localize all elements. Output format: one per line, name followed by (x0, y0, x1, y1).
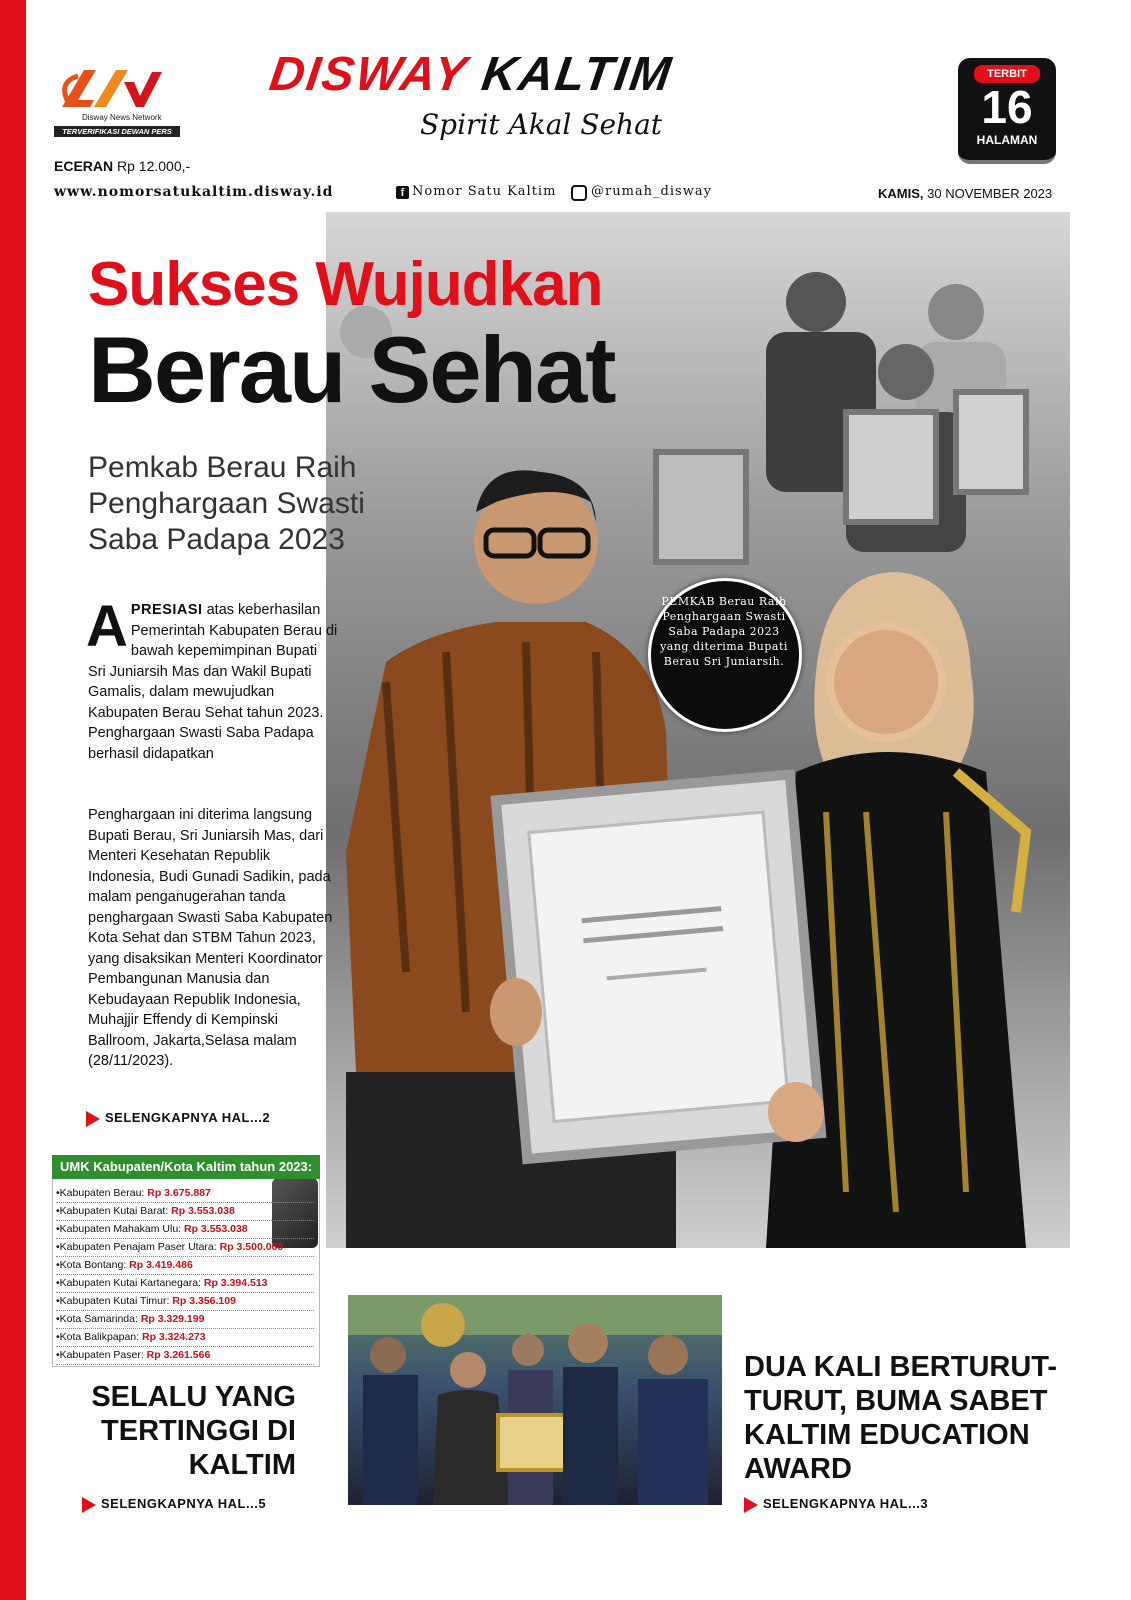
umk-region: •Kabupaten Kutai Barat: (56, 1205, 172, 1217)
umk-region: •Kabupaten Penajam Paser Utara: (56, 1241, 220, 1253)
continue-label-second: SELENGKAPNYA HAL...3 (763, 1496, 929, 1511)
price-label: ECERAN (54, 158, 114, 174)
umk-row (56, 1329, 314, 1347)
umk-region: •Kabupaten Mahakam Ulu: (56, 1223, 184, 1235)
badge-halaman: HALAMAN (976, 133, 1038, 147)
umk-value: Rp 3.329.199 (140, 1313, 205, 1325)
instagram-handle: @rumah_disway (591, 184, 712, 199)
tagline: Spirit Akal Sehat (420, 108, 663, 141)
umk-headline: SELALU YANG TERTINGGI DI KALTIM (91, 1381, 296, 1481)
headline-red: Sukses Wujudkan (88, 250, 603, 319)
continue-link-main[interactable] (86, 1110, 270, 1127)
umk-row (56, 1239, 314, 1257)
issue-date (878, 186, 1052, 201)
umk-list (56, 1185, 314, 1365)
price (54, 158, 190, 174)
umk-title: UMK Kabupaten/Kota Kaltim tahun 2023: (52, 1155, 320, 1179)
headline-main: Berau Sehat (88, 317, 615, 422)
brand-dark: KALTIM (478, 48, 676, 101)
continue-link-second[interactable] (744, 1496, 928, 1513)
facebook-handle: Nomor Satu Kaltim (412, 184, 557, 199)
badge-terbit: TERBIT (974, 65, 1040, 83)
umk-row (56, 1257, 314, 1275)
drop-cap: A (86, 594, 128, 659)
umk-value: Rp 3.324.273 (141, 1331, 206, 1343)
umk-row (56, 1275, 314, 1293)
umk-value: Rp 3.500.000 (219, 1241, 284, 1253)
paragraph-1-text: atas keberhasilan Pemerintah Kabupaten Berau di bawah kepemimpinan Bupati Sri Juniarsih Mas dan Wakil Bupati Gamalis, dalam mewujudkan Kabupaten Berau Sehat tahun 2023. Penghargaan Swasti Saba Padapa berhasil didapatkan (88, 602, 338, 762)
second-headline: DUA KALI BERTURUT-TURUT, BUMA SABET KALTIM EDUCATION AWARD (744, 1351, 1058, 1485)
continue-label-main: SELENGKAPNYA HAL...2 (105, 1110, 271, 1125)
umk-value: Rp 3.261.566 (146, 1349, 211, 1361)
photo-caption: PEMKAB Berau Raih Penghargaan Swasti Saba Padapa 2023 yang diterima Bupati Berau Sri Juniarsih. (660, 595, 788, 668)
issue-day: KAMIS, (878, 186, 924, 201)
umk-value: Rp 3.553.038 (184, 1223, 248, 1235)
umk-region: •Kabupaten Kutai Timur: (56, 1295, 173, 1307)
umk-row (56, 1311, 314, 1329)
article-paragraph-2: Penghargaan ini diterima langsung Bupati Berau, Sri Juniarsih Mas, dari Menteri Kesehatan Republik Indonesia, Budi Gunadi Sadikin, pada malam penganugerahan tanda penghargaan Swasti Saba Kabupaten Kota Sehat dan STBM Tahun 2023, yang disaksikan Menteri Koordinator Pembangunan Manusia dan Kebudayaan Republik Indonesia, Muhajjir Effendy di Kempinski Ballroom, Jakarta,Selasa malam (28/11/2023). (88, 807, 333, 1069)
left-accent-bar (0, 0, 26, 1600)
lead-word: PRESIASI (130, 602, 203, 618)
umk-value: Rp 3.675.887 (147, 1187, 211, 1199)
issue-date-text: 30 NOVEMBER 2023 (927, 186, 1053, 201)
umk-region: •Kota Balikpapan: (56, 1331, 142, 1343)
article-paragraph-1 (86, 594, 338, 764)
umk-value: Rp 3.419.486 (129, 1259, 193, 1271)
brand-title (266, 50, 675, 100)
umk-row (56, 1293, 314, 1311)
umk-row (56, 1347, 314, 1365)
arrow-icon (744, 1497, 758, 1513)
logo-network-text: Disway News Network (82, 113, 162, 122)
website-link[interactable]: www.nomorsatukaltim.disway.id (54, 184, 334, 200)
facebook-link[interactable] (396, 184, 556, 199)
facebook-icon: f (396, 186, 409, 199)
continue-link-umk[interactable] (82, 1496, 266, 1513)
logo-verified-text: TERVERIFIKASI DEWAN PERS (54, 126, 180, 137)
subheadline: Pemkab Berau Raih Penghargaan Swasti Saba Padapa 2023 (88, 451, 365, 556)
arrow-icon (86, 1111, 100, 1127)
umk-region: •Kabupaten Berau: (56, 1187, 148, 1199)
umk-value: Rp 3.553.038 (171, 1205, 235, 1217)
umk-value: Rp 3.356.109 (172, 1295, 236, 1307)
umk-value: Rp 3.394.513 (203, 1277, 268, 1289)
umk-row (56, 1185, 314, 1203)
umk-region: •Kabupaten Paser: (56, 1349, 147, 1361)
instagram-link[interactable] (571, 184, 712, 199)
brand-red: DISWAY (266, 48, 471, 101)
badge-number: 16 (981, 81, 1033, 133)
umk-row (56, 1221, 314, 1239)
umk-region: •Kabupaten Kutai Kartanegara: (56, 1277, 204, 1289)
arrow-icon (82, 1497, 96, 1513)
umk-region: •Kota Bontang: (56, 1259, 130, 1271)
umk-row (56, 1203, 314, 1221)
continue-label-umk: SELENGKAPNYA HAL...5 (101, 1496, 267, 1511)
second-photo (348, 1295, 722, 1505)
disway-logo (54, 62, 184, 136)
umk-region: •Kota Samarinda: (56, 1313, 141, 1325)
price-value: Rp 12.000,- (117, 158, 191, 174)
